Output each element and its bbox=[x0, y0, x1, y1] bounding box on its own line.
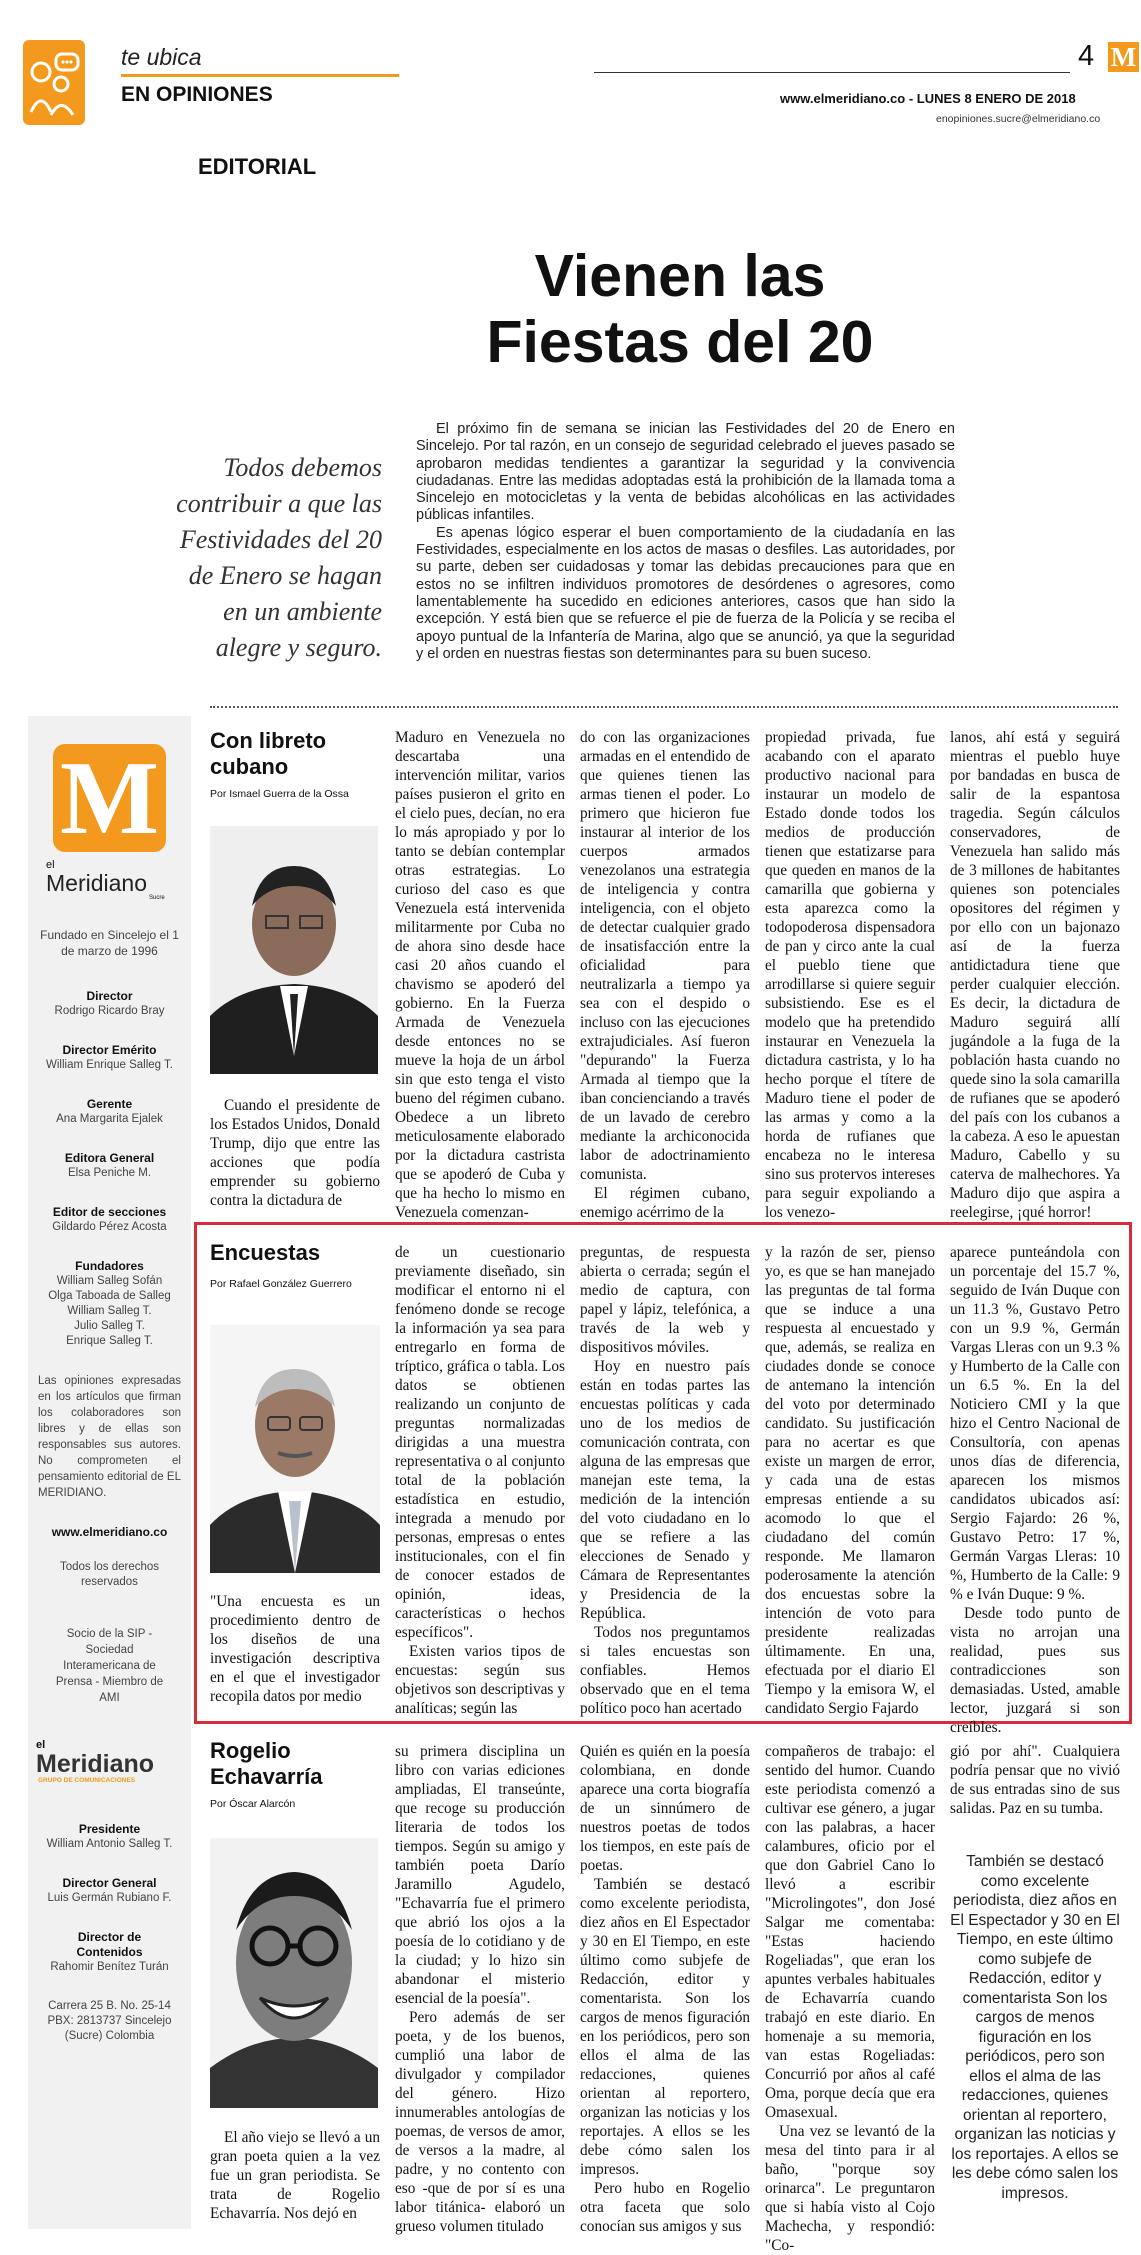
col2-photo bbox=[210, 1325, 380, 1573]
article-paragraph: propiedad privada, fue acabando con el aparato productivo nacional para instaurar un modelo de Estado donde todos los medios de producción tienen que estatizarse para que queden en manos de la camarilla que gobierna y esta aparezca como la todopoderosa dispensadora de pan y circo ante la cual el pueblo tiene que arrodillarse si quiere seguir subsistiendo. Ese es el modelo que ha pretendido instaurar en Venezuela la dictadura castrista, y lo ha hecho porque el títere de Maduro tiene el poder de las armas y como a la horda de rufianes que encabeza no le interesa sino sus protervos intereses para seguir expoliando a los venezo- bbox=[765, 729, 935, 1221]
sidebar-value: Rahomir Benítez Turán bbox=[50, 1961, 169, 1973]
article-paragraph: Maduro en Venezuela no descartaba una intervención militar, varios países pusieron el grito en el cielo pues, decían, no era lo más apropiado y por lo tanto se debían contemplar otras estrategias. Lo curioso del caso es que Venezuela está intervenida militarmente por Cuba no de ahora sino desde hace casi 20 años cuando el chavismo se apoderó del gobierno. En la Fuerza Armada de Venezuela desde entonces no se mueve la hoja de un árbol sin que esto tenga el visto bueno del régimen cubano. Obedece a un libreto meticulosamente elaborado por la dictadura castrista que se apoderó de Cuba y que ha hecho lo mismo en Venezuela comenzan- bbox=[395, 729, 565, 1221]
sidebar-founders-label: Fundadores bbox=[75, 1259, 144, 1273]
editorial-body bbox=[416, 421, 955, 663]
sidebar-founder: Enrique Salleg T. bbox=[66, 1335, 153, 1347]
article-paragraph: Pero hubo en Rogelio otra faceta que solo conocían sus amigos y sus bbox=[580, 2180, 750, 2235]
editorial-pullquote: Todos debemos contribuir a que las Festividades del 20 de Enero se hagan en un ambiente alegre y seguro. bbox=[176, 453, 382, 662]
sidebar-founder: William Salleg Sofán bbox=[56, 1275, 163, 1287]
article-paragraph: Una vez se levantó de la mesa del tinto para ir al baño, "porque soy orinarca". Le preguntaron que si había visto al Cojo Machecha, y respondió: "Co- bbox=[765, 2123, 935, 2254]
col3-column-3 bbox=[580, 1742, 750, 2236]
sidebar-m-logo: M bbox=[53, 744, 166, 852]
sidebar-group-name: Meridiano bbox=[36, 1750, 155, 1778]
sidebar-address: Carrera 25 B. No. 25-14 PBX: 2813737 Sincelejo (Sucre) Colombia bbox=[47, 2000, 172, 2042]
col2-column-3 bbox=[580, 1243, 750, 1718]
sidebar-label: Gerente bbox=[86, 1097, 133, 1111]
sidebar-label: Editora General bbox=[64, 1151, 155, 1165]
article-paragraph: También se destacó como excelente periodista, diez años en El Espectador y 30 en El Tiempo, en este último como subjefe de Redacción, editor y comentarista. Son los cargos de menos figuración en los periódicos, pero son ellos el alma de las redacciones, quienes orientan al reportero, organizan las noticias y los reportajes. A ellos se les debe cómo salen los impresos. bbox=[580, 1876, 750, 2178]
col2-column-4 bbox=[765, 1243, 935, 1718]
sidebar-value: Ana Margarita Ejalek bbox=[56, 1113, 163, 1125]
col3-byline: Por Óscar Alarcón bbox=[210, 1798, 296, 1810]
header-logo-box bbox=[23, 40, 85, 125]
sidebar-value: Gildardo Pérez Acosta bbox=[52, 1221, 167, 1233]
sidebar bbox=[28, 716, 191, 2229]
header-brand: te ubica bbox=[121, 44, 202, 70]
sidebar-value: William Antonio Salleg T. bbox=[46, 1838, 173, 1850]
col2-title-block bbox=[210, 1240, 382, 1290]
col2-column-5 bbox=[950, 1243, 1120, 1737]
sidebar-value: Rodrigo Ricardo Bray bbox=[54, 1005, 165, 1017]
sidebar-group-el: el bbox=[36, 1739, 46, 1751]
sidebar-founded: Fundado en Sincelejo el 1 de marzo de 1996 bbox=[40, 928, 179, 958]
col1-intro-paragraph: Cuando el presidente de los Estados Unidos, Donald Trump, dijo que entre las acciones que podía emprender su gobierno contra la dictadura de bbox=[210, 1097, 380, 1209]
author-photo-icon bbox=[210, 1838, 378, 2108]
col1-column-2 bbox=[395, 728, 565, 1222]
sidebar-founder: William Salleg T. bbox=[67, 1305, 152, 1317]
col1-intro bbox=[210, 1096, 380, 1210]
col2-column-2 bbox=[395, 1243, 565, 1718]
sidebar-rights: Todos los derechos reservados bbox=[59, 1561, 160, 1588]
author-photo-icon bbox=[210, 826, 378, 1074]
col2-quote bbox=[210, 1592, 380, 1706]
article-paragraph: de un cuestionario previamente diseñado, sin modificar el entorno ni el fenómeno donde se recoge la información ya sea para entregarlo en forma de tríptico, gráfica o tabla. Los datos se obtienen realizando un conjunto de preguntas normalizadas dirigidas a una muestra representativa o al conjunto total de la población estadística en estudio, integrada a menudo por personas, empresas o entes institucionales, con el fin de conocer estados de opinión, ideas, características o hechos específicos". bbox=[395, 1244, 565, 1641]
sidebar-value: Luis Germán Rubiano F. bbox=[47, 1892, 172, 1904]
header-brand-rule bbox=[121, 74, 399, 77]
editorial-paragraph: El próximo fin de semana se inician las Festividades del 20 de Enero en Sincelejo. Por tal razón, en un consejo de seguridad celebrado el jueves pasado se aprobaron medidas tendientes a garantizar la seguridad y la convivencia ciudadanas. Entre las medidas adoptadas está la prohibición de la llamada toma a Sincelejo en motocicletas y la venta de bebidas alcohólicas en las actividades públicas infantiles. bbox=[416, 421, 955, 524]
page-number: 4 bbox=[1078, 40, 1095, 72]
sidebar-group-sub: GRUPO DE COMUNICACIONES bbox=[38, 1777, 136, 1784]
header-m-logo: M bbox=[1108, 42, 1139, 72]
sidebar-website[interactable]: www.elmeridiano.co bbox=[51, 1525, 168, 1539]
col1-photo bbox=[210, 826, 378, 1074]
sidebar-value: Elsa Peniche M. bbox=[67, 1167, 152, 1179]
article-paragraph: lanos, ahí está y seguirá mientras el pueblo huye por bandadas en busca de salir de la espantosa tragedia. Según cálculos conservadores, de Venezuela han salido más de 3 millones de habitantes quienes son potenciales opositores del régimen y por ello con un bajonazo así de la fuerza antidictadura tiene que perder cualquier elección. Es decir, la dictadura de Maduro seguirá allí jugándole a la fuga de la población hasta cuando no quede sino la sola camarilla de rufianes que se apoderó del país con los cubanos a la cabeza. A eso le apuestan Maduro, Cabello y su caterva de malhechores. Ya Maduro dijo que aspira a reelegirse, ¡qué horror! bbox=[950, 729, 1120, 1221]
article-paragraph: su primera disciplina un libro con varias ediciones ampliadas, El transeúnte, que recoge su producción literaria de todos los tiempos. Según su amigo y también poeta Darío Jaramillo Agudelo, "Echavarría fue el primero que abrió los ojos a la poesía de lo cotidiano y de la ciudad; y lo hizo sin abandonar el misterio esencial de la poesía". bbox=[395, 1743, 565, 2007]
article-paragraph: compañeros de trabajo: el sentido del humor. Cuando este periodista comenzó a cultivar ese género, a jugar con las palabras, a hacer calambures, oficio por el que don Gabriel Cano lo llevó a escribir "Microlingotes", don José Salgar me comentaba: "Estas haciendo Rogeliadas", que eran los apuntes verbales habituales de Echavarría cuando trabajó en este diario. En homenaje a su memoria, van estas Rogeliadas: Concurrió por años al café Oma, porque decía que era Omasexual. bbox=[765, 1743, 935, 2121]
col1-column-3 bbox=[580, 728, 750, 1222]
sidebar-sip: Socio de la SIP - Sociedad Interamericana de Prensa - Miembro de AMI bbox=[55, 1628, 164, 1704]
article-paragraph: Desde todo punto de vista no arrojan una realidad, pues sus contradicciones son demasiadas. Usted, amable lector, juzgará si son creíbles. bbox=[950, 1605, 1120, 1736]
editorial-title bbox=[330, 243, 1030, 375]
col2-byline: Por Rafael González Guerrero bbox=[210, 1278, 352, 1290]
sidebar-label: Director Emérito bbox=[62, 1043, 157, 1057]
header-section: EN OPINIONES bbox=[121, 83, 273, 106]
col2-title: Encuestas bbox=[210, 1240, 321, 1265]
col3-column-2 bbox=[395, 1742, 565, 2236]
col3-column-4 bbox=[765, 1742, 935, 2255]
article-paragraph: preguntas, de respuesta abierta o cerrada; según el medio de captura, con papel y lápiz, telefónica, a través de la web y dispositivos móviles. bbox=[580, 1244, 750, 1356]
editorial-title-line2: Fiestas del 20 bbox=[486, 309, 874, 375]
sidebar-label: Director bbox=[86, 989, 133, 1003]
article-paragraph: Quién es quién en la poesía colombiana, en donde aparece una corta biografía de un sinnúmero de nuestros poetas de todos los tiempos, en este país de poetas. bbox=[580, 1743, 750, 1874]
article-paragraph: Pero además de ser poeta, y de los buenos, cumplió una labor de divulgador y compilador del género. Hizo innumerables antologías de poemas, de versos de amor, de versos a la madre, al padre, y no contento con eso -que de por sí es una labor titánica- elaboró un grueso volumen titulado bbox=[395, 2009, 565, 2235]
header-top-rule bbox=[594, 72, 1070, 73]
editorial-title-line1: Vienen las bbox=[534, 243, 826, 309]
sidebar-logo-name: Meridiano bbox=[46, 870, 147, 896]
people-chat-icon bbox=[23, 40, 85, 125]
editorial-paragraph: Es apenas lógico esperar el buen comportamiento de la ciudadanía en las Festividades, especialmente en los actos de masas o desfiles. Las autoridades, por su parte, deben ser cuidadosas y tomar las debidas precauciones para que en estos no se infiltren individuos promotores de desórdenes o agresores, como lamentablemente ha sucedido en ediciones anteriores, casos que han sido la excepción. Y está bien que se refuerce el pie de fuerza de la Policía y se reciba el apoyo puntual de la Infantería de Marina, algo que se anunció, ya que la seguridad y el orden en nuestras fiestas son determinantes para su buen suceso. bbox=[416, 524, 955, 662]
sidebar-founder: Julio Salleg T. bbox=[74, 1320, 145, 1332]
col1-title-block bbox=[210, 728, 382, 800]
header-email: enopiniones.sucre@elmeridiano.co bbox=[936, 113, 1101, 125]
author-photo-icon bbox=[210, 1325, 380, 1573]
col1-column-5 bbox=[950, 728, 1120, 1222]
article-paragraph: do con las organizaciones armadas en el entendido de que quienes tienen las armas tienen el poder. Lo primero que hicieron fue instaurar al interior de los cuerpos armados venezolanos una estrategia de inteligencia y contra inteligencia, con el objeto de detectar cualquier grado de insatisfacción entre la oficialidad para neutralizarla a tiempo ya sea con el despido o incluso con las ejecuciones extrajudiciales. Así fueron "depurando" la Fuerza Armada al tiempo que la iban concienciando a través de un lavado de cerebro mediante la archiconocida labor de adoctrinamiento comunista. bbox=[580, 729, 750, 1183]
editorial-label: EDITORIAL bbox=[198, 154, 317, 179]
sidebar-label: Director de Contenidos bbox=[76, 1930, 143, 1959]
col3-photo bbox=[210, 1838, 378, 2108]
article-paragraph: aparece punteándola con un porcentaje del 15.7 %, seguido de Iván Duque con un 11.3 %, Gustavo Petro con un 9.9 %, Germán Vargas Lleras con un 9.3 % y Humberto de la Calle con un 6.5 %. En la del Noticiero CMI y la que hizo el Centro Nacional de Consultoría, con apenas unos días de diferencia, aparecen los mismos candidatos ubicados así: Sergio Fajardo: 26 %, Gustavo Petro: 17 %, Germán Vargas Lleras: 10 %, Humberto de la Calle: 9 % e Iván Duque: 9 %. bbox=[950, 1244, 1120, 1603]
col2-quote-paragraph: "Una encuesta es un procedimiento dentro de los diseños de una investigación descriptiva en el que el investigador recopila datos por medio bbox=[210, 1593, 380, 1705]
sidebar-label: Editor de secciones bbox=[52, 1205, 167, 1219]
article-paragraph: y la razón de ser, pienso yo, es que se han manejado las preguntas de tal forma que se induce a una respuesta al encuestado y que, además, se realiza en ciudades donde se conoce de antemano la intención del voto por determinado candidato. Su justificación para no acertar es que existe un margen de error, y cada una de estas empresas entiende a su acomodo lo que el ciudadano del común responde. Me llamaron poderosamente la atención dos encuestas sobre la intención de voto para presidente realizadas últimamente. En una, efectuada por el diario El Tiempo y la emisora W, el candidato Sergio Fajardo bbox=[765, 1244, 935, 1717]
col3-title-block bbox=[210, 1738, 382, 1810]
sidebar-founder: Olga Taboada de Salleg bbox=[48, 1290, 171, 1302]
article-paragraph: gió por ahí". Cualquiera podría pensar que no vivió de sus entradas sino de sus salidas. Paz en su tumba. bbox=[950, 1743, 1120, 1817]
col3-title: Rogelio Echavarría bbox=[210, 1738, 323, 1789]
sidebar-logo-el: el bbox=[46, 859, 55, 871]
col1-byline: Por Ismael Guerra de la Ossa bbox=[210, 788, 349, 800]
site-date: www.elmeridiano.co - LUNES 8 ENERO DE 2018 bbox=[780, 91, 1076, 106]
col3-intro-paragraph: El año viejo se llevó a un gran poeta quien a la vez fue un gran periodista. Se trata de Rogelio Echavarría. Nos dejó en bbox=[210, 2129, 380, 2222]
sidebar-label: Director General bbox=[62, 1876, 157, 1890]
article-paragraph: Existen varios tipos de encuestas: según sus objetivos son descriptivas y analíticas; según las bbox=[395, 1643, 565, 1717]
col3-repeated-block: También se destacó como excelente periodista, diez años en El Espectador y 30 en El Tiempo, en este último como subjefe de Redacción, editor y comentarista Son los cargos de menos figuración en los periódicos, pero son ellos el alma de las redacciones, quienes orientan al reportero, organizan las noticias y los reportajes. A ellos se les debe cómo salen los impresos. bbox=[950, 1853, 1120, 2202]
sidebar-value: William Enrique Salleg T. bbox=[46, 1059, 173, 1071]
sidebar-label: Presidente bbox=[78, 1822, 141, 1836]
col3-column-5 bbox=[950, 1742, 1120, 1818]
article-paragraph: Todos nos preguntamos si tales encuestas son confiables. Hemos observado que en el tema político poco han acertado bbox=[580, 1624, 750, 1717]
col1-title: Con libreto cubano bbox=[210, 728, 327, 779]
article-paragraph: Hoy en nuestro país están en todas partes las encuestas políticas y cada uno de los medios de comunicación contrata, con alguna de las empresas que manejan este tema, la medición de la intención del voto ciudadano en lo que se refiere a las elecciones de Senado y Cámara de Representantes y Presidencia de la República. bbox=[580, 1358, 750, 1622]
sidebar-logo-city: Sucre bbox=[149, 895, 165, 901]
article-paragraph: El régimen cubano, enemigo acérrimo de la bbox=[580, 1185, 750, 1221]
col1-column-4 bbox=[765, 728, 935, 1222]
editorial-dotted-rule bbox=[210, 706, 1118, 708]
sidebar-disclaimer: Las opiniones expresadas en los artículos que firman los colaboradores son libres y de ellas son responsables sus autores. No comprometen el pensamiento editorial de EL MERIDIANO. bbox=[38, 1375, 181, 1499]
col3-intro bbox=[210, 2128, 380, 2223]
